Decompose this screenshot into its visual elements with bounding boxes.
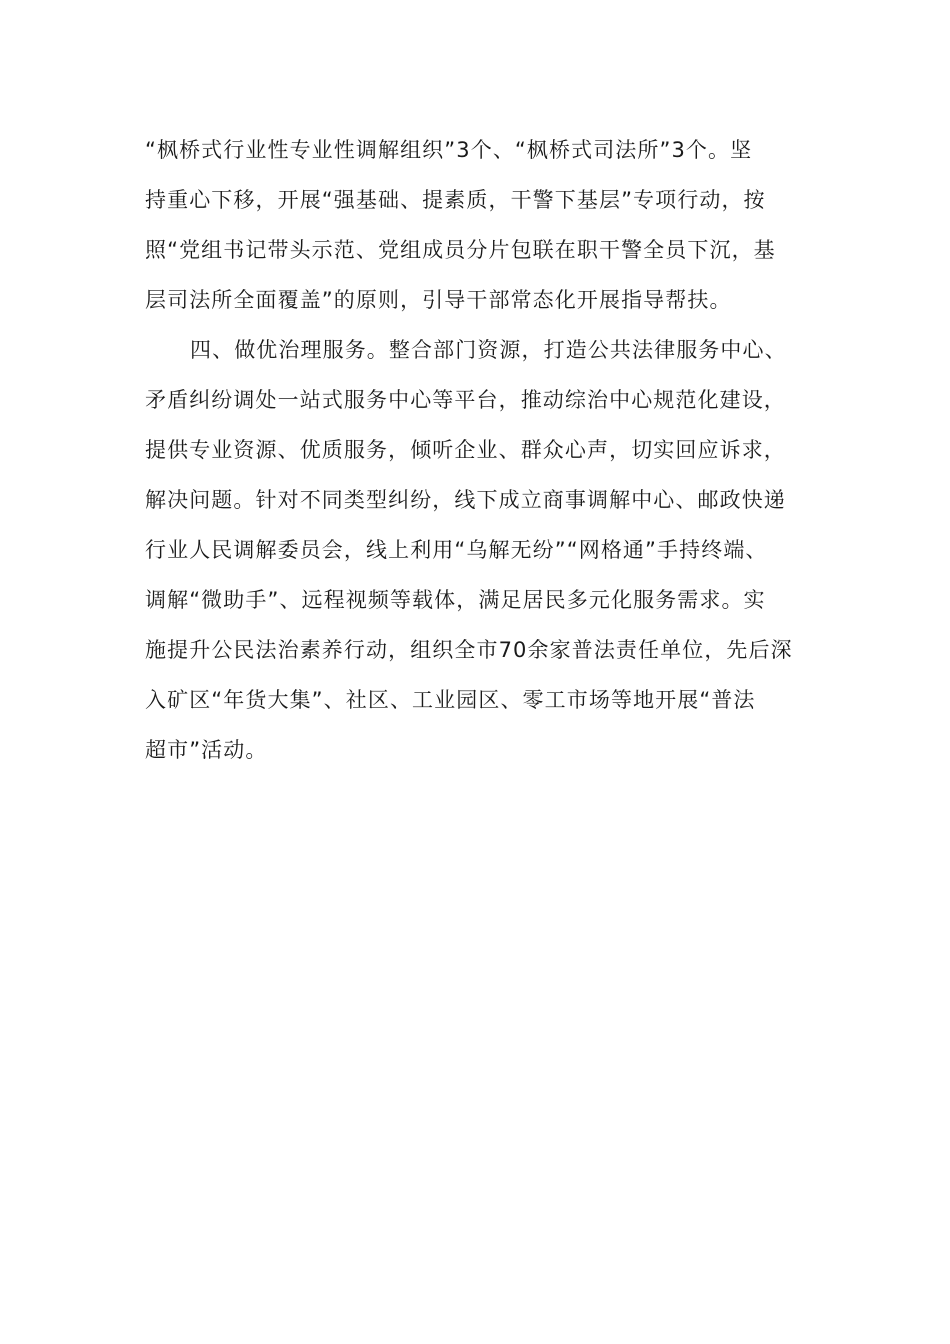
- text-line: 层司法所全面覆盖”的原则，引导干部常态化开展指导帮扶。: [145, 288, 732, 312]
- text-line: 施提升公民法治素养行动，组织全市70余家普法责任单位，先后深: [145, 638, 793, 662]
- text-line: 入矿区“年货大集”、社区、工业园区、零工市场等地开展“普法: [145, 688, 756, 712]
- text-line: 提供专业资源、优质服务，倾听企业、群众心声，切实回应诉求，: [145, 438, 786, 462]
- text-line: 持重心下移，开展“强基础、提素质，干警下基层”专项行动，按: [145, 188, 766, 212]
- paragraph-heading-line: 四、做优治理服务。整合部门资源，打造公共法律服务中心、: [190, 338, 787, 362]
- text-line: 矛盾纠纷调处一站式服务中心等平台，推动综治中心规范化建设，: [145, 388, 786, 412]
- text-line: 调解“微助手”、远程视频等载体，满足居民多元化服务需求。实: [145, 588, 766, 612]
- text-line: 解决问题。针对不同类型纠纷，线下成立商事调解中心、邮政快递: [145, 488, 786, 512]
- text-line: 照“党组书记带头示范、党组成员分片包联在职干警全员下沉，基: [145, 238, 776, 262]
- text-line: 行业人民调解委员会，线上利用“乌解无纷”“网格通”手持终端、: [145, 538, 768, 562]
- text-line: 超市”活动。: [145, 738, 268, 762]
- text-line: “枫桥式行业性专业性调解组织”3个、“枫桥式司法所”3个。坚: [145, 138, 753, 162]
